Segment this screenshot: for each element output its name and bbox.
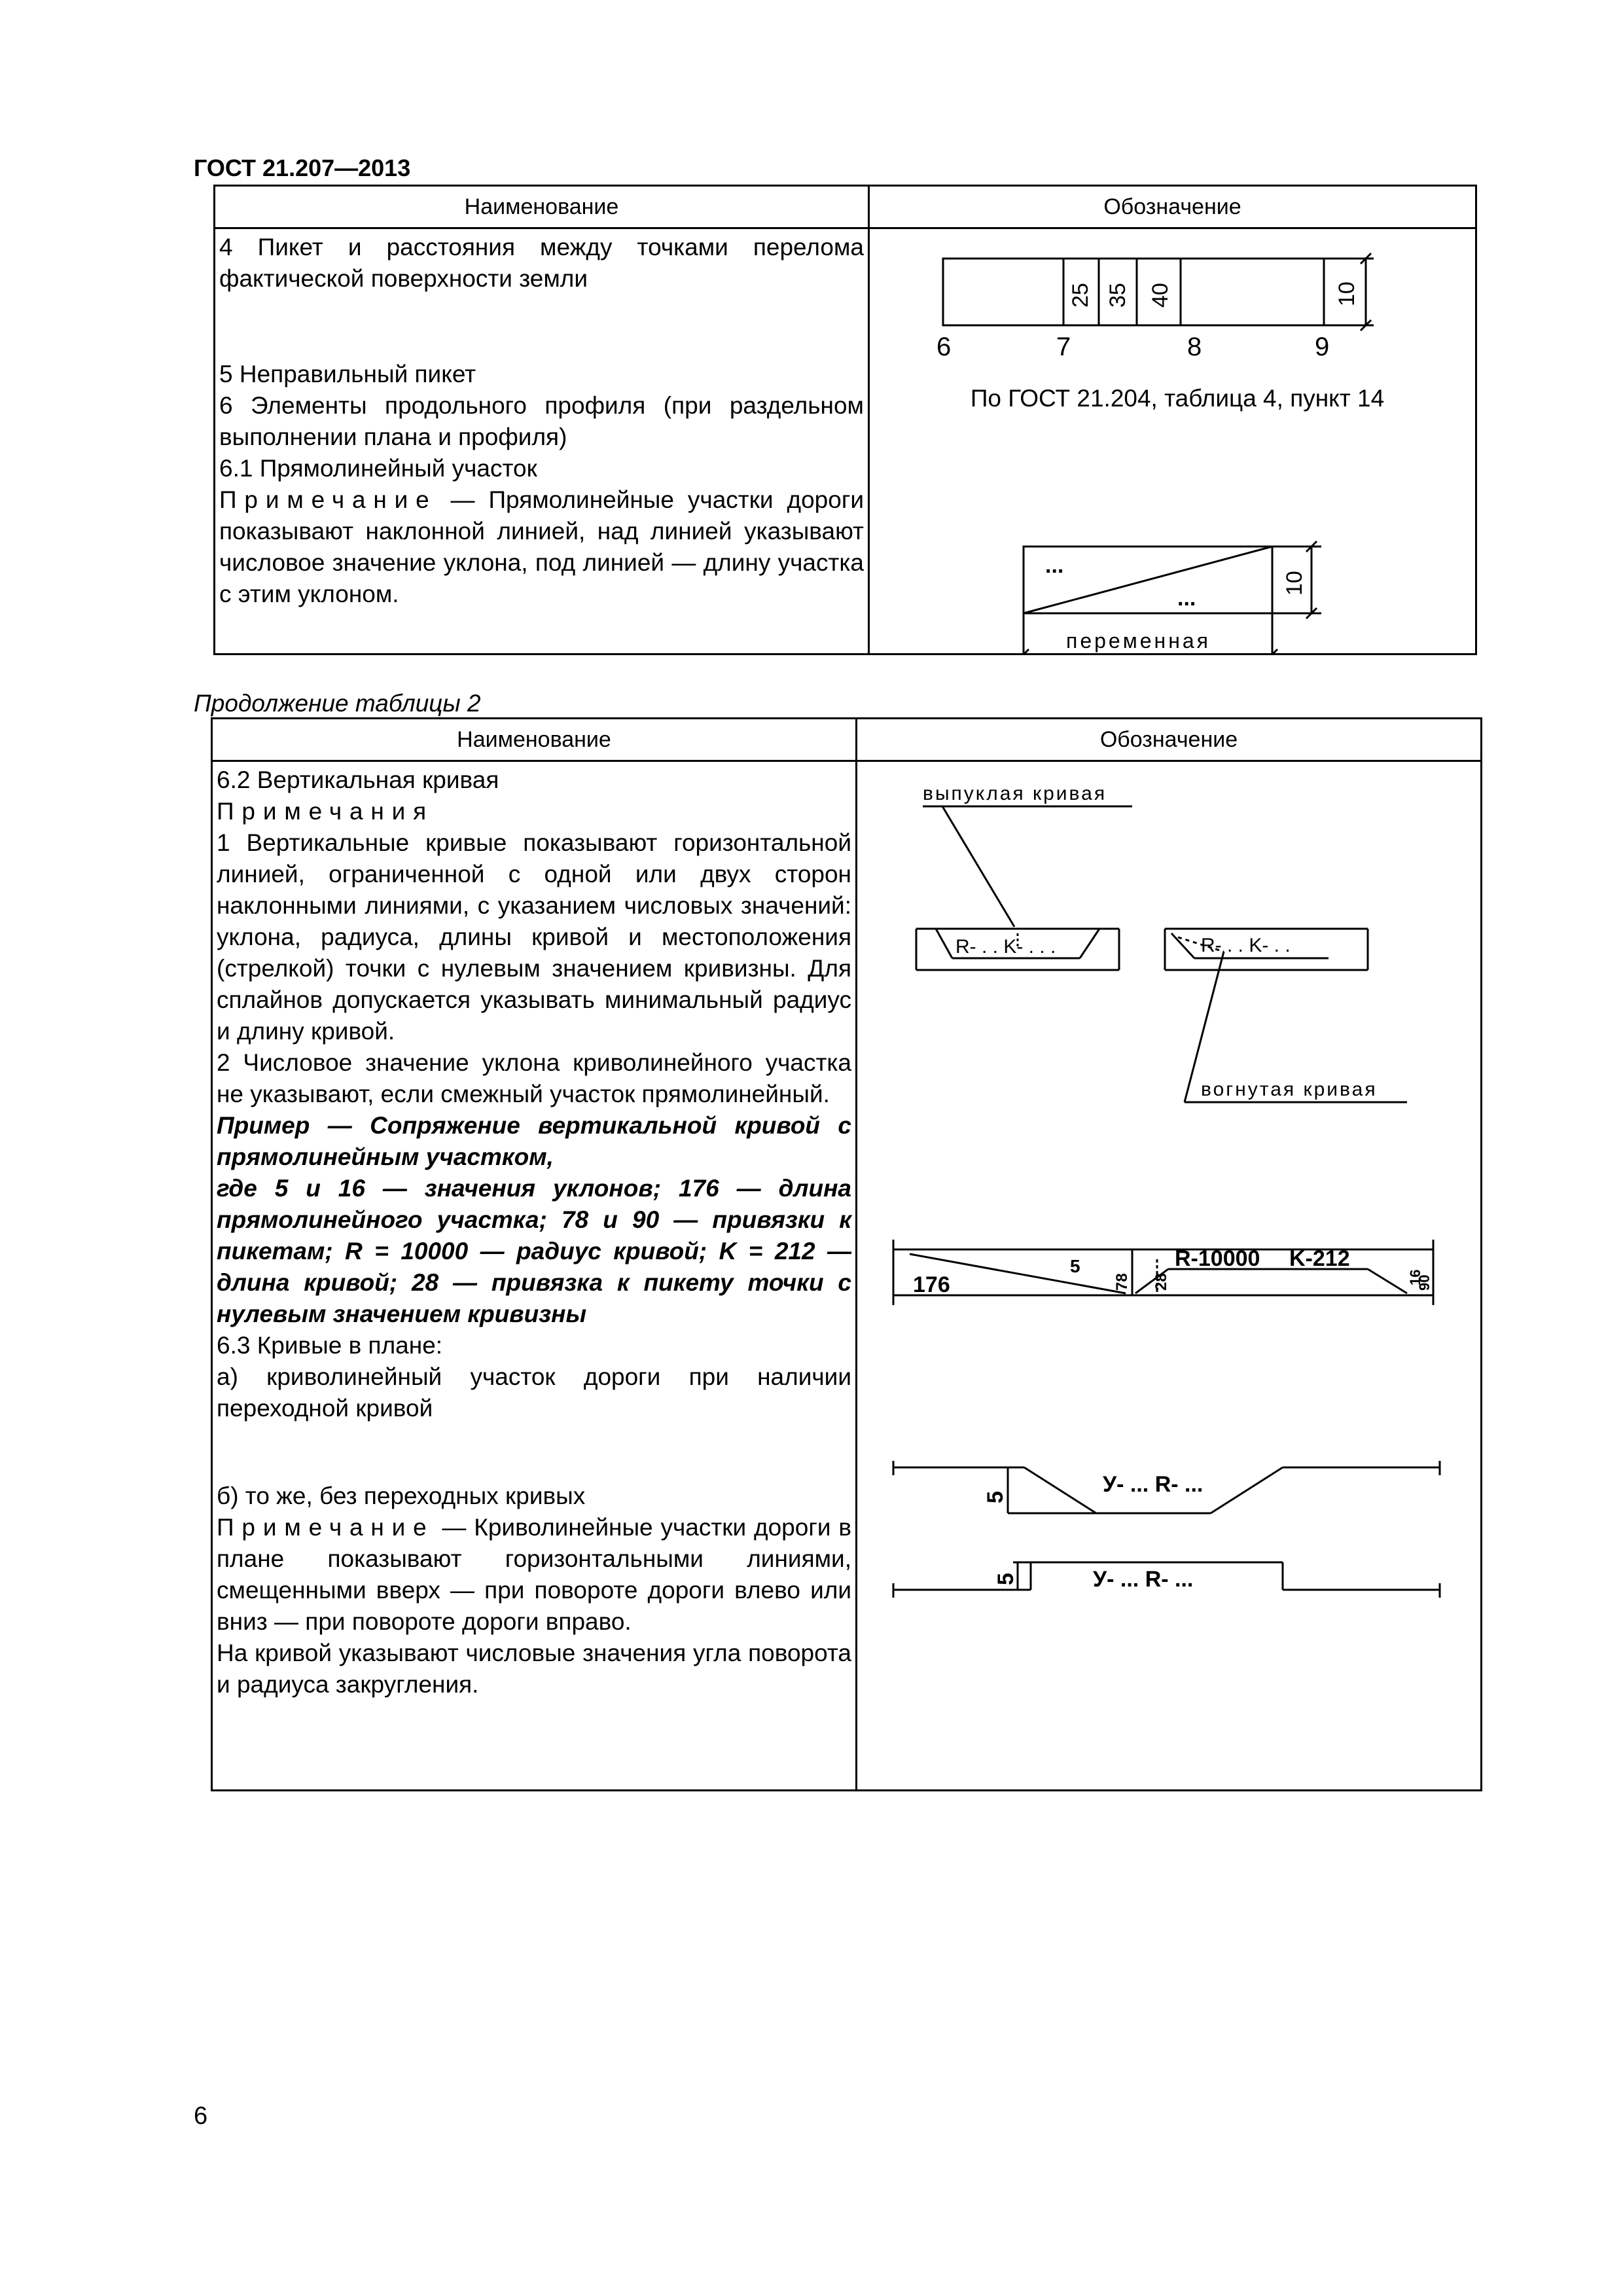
note-label: Примечание (219, 486, 437, 513)
dim-height-10b: 10 (1282, 571, 1307, 596)
example-detail: где 5 и 16 — значения уклонов; 176 — длина прямолинейного участка; 78 и 90 — привязки к пикетам; R = 10000 — радиус кривой; K = 212 — длина кривой; 28 — привязка к пикету точки с нулевым значением кривизны (217, 1175, 851, 1327)
document-code: ГОСТ 21.207—2013 (194, 154, 411, 181)
picket-9: 9 (1315, 332, 1330, 361)
notes-label: Примечания (217, 798, 435, 825)
item-4: 4 Пикет и расстояния между точками перелома фактической поверхности земли (219, 234, 864, 292)
item-6-3: 6.3 Кривые в плане: (217, 1332, 443, 1359)
note-6-3 (217, 1512, 851, 1638)
note-text: — Криволинейные участки дороги в плане показывают горизонтальными линиями, смещенными вверх — при повороте дороги влево или вниз — при повороте дороги вправо. (217, 1514, 851, 1635)
column-header-name: Наименование (212, 719, 857, 761)
example-title: Пример — Сопряжение вертикальной кривой с прямолинейным участком, (217, 1112, 851, 1170)
example-curve-length: K-212 (1289, 1246, 1350, 1271)
picket-drawing (870, 229, 1477, 653)
note-6-3-cont: На кривой указывают числовые значения угла поворота и радиуса закругления. (217, 1640, 851, 1698)
item-5: 5 Неправильный пикет (219, 361, 476, 387)
column-header-designation: Обозначение (857, 719, 1482, 761)
item-a: а) криволинейный участок дороги при наличии переходной кривой (217, 1363, 851, 1422)
name-cell (215, 229, 868, 610)
dim-25: 25 (1068, 283, 1093, 308)
page-number: 6 (194, 2102, 208, 2130)
example-length: 176 (913, 1272, 950, 1297)
item-6-2: 6.2 Вертикальная кривая (217, 766, 499, 793)
example-radius: R-10000 (1175, 1246, 1260, 1271)
example-bind-zero: 28 (1152, 1273, 1170, 1291)
item-5-reference: По ГОСТ 21.204, таблица 4, пункт 14 (970, 385, 1385, 412)
plan-b-params: У- ... R- ... (1093, 1567, 1194, 1592)
item-b: б) то же, без переходных кривых (217, 1482, 586, 1509)
item-6-1: 6.1 Прямолинейный участок (219, 455, 537, 482)
plan-b-offset: 5 (993, 1573, 1018, 1585)
dim-40: 40 (1148, 283, 1173, 308)
column-header-name: Наименование (215, 186, 869, 228)
note-1: 1 Вертикальные кривые показывают горизонтальной линией, ограниченной с одной или двух сторон наклонными линиями, с указанием числовых значений: уклона, радиуса, длины кривой и местоположения (стрелкой) точки с нулевым значением кривизны. Для сплайнов допускается указывать минимальный радиус и длину кривой. (217, 829, 851, 1045)
picket-8: 8 (1187, 332, 1202, 361)
picket-7: 7 (1056, 332, 1071, 361)
continuation-caption: Продолжение таблицы 2 (194, 690, 481, 717)
convex-curve-label: выпуклая кривая (923, 783, 1107, 804)
item-6: 6 Элементы продольного профиля (при раздельном выполнении плана и профиля) (219, 392, 864, 450)
slope-dots: ... (1045, 553, 1064, 578)
example-slope-2: 16 (1407, 1269, 1423, 1285)
table-part-2 (211, 717, 1482, 1791)
dim-height-10: 10 (1334, 281, 1359, 306)
example-bind-1: 78 (1113, 1273, 1131, 1291)
concave-curve-params: R- . . K- . . (1201, 935, 1291, 956)
column-header-designation: Обозначение (869, 186, 1476, 228)
example-bind-2: 90 (1416, 1274, 1433, 1291)
variable-length-label: переменная (1066, 629, 1211, 653)
name-cell (213, 762, 855, 1700)
example-slope-1: 5 (1070, 1256, 1080, 1276)
example-drawing (893, 1240, 1433, 1305)
dim-35: 35 (1105, 283, 1130, 308)
concave-curve-label: вогнутая кривая (1201, 1079, 1378, 1100)
note-6-1 (219, 484, 864, 610)
note-text: — Прямолинейные участки дороги показывают наклонной линией, над линией указывают числовое значение уклона, под линией — длину участка с этим уклоном. (219, 486, 864, 607)
length-dots: ... (1177, 586, 1196, 611)
convex-curve-params: R- . . K- . . . (955, 936, 1056, 958)
table-part-1 (213, 185, 1477, 655)
note-label: Примечание (217, 1514, 435, 1541)
designation-cell (870, 229, 1475, 653)
plan-a-params: У- ... R- ... (1103, 1472, 1204, 1497)
profile-drawings (857, 762, 1482, 1789)
plan-a-offset: 5 (983, 1491, 1008, 1503)
note-2: 2 Числовое значение уклона криволинейного участка не указывают, если смежный участок прямолинейный. (217, 1049, 851, 1107)
picket-6: 6 (936, 332, 952, 361)
designation-cell (857, 762, 1480, 1789)
